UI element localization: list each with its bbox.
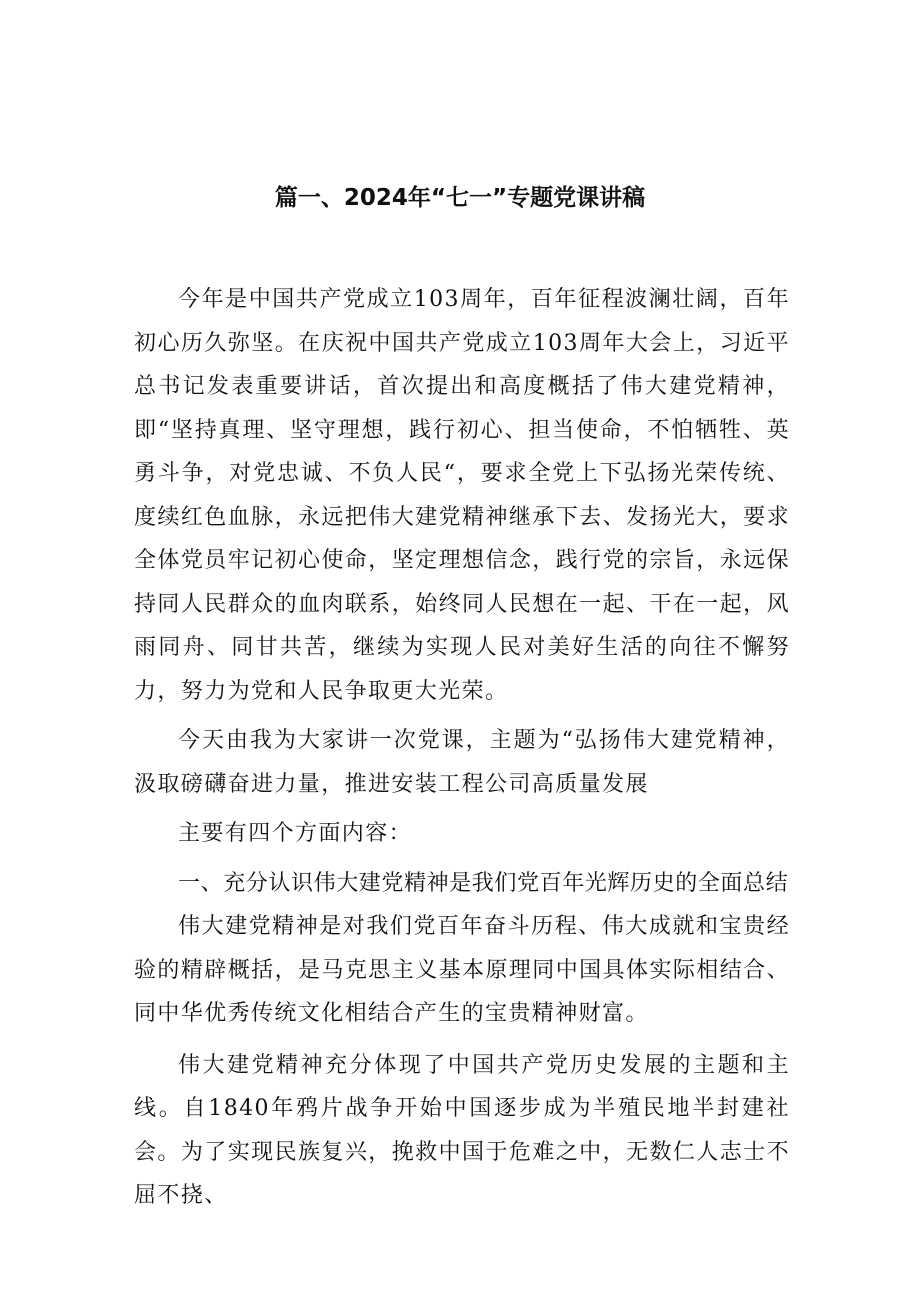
paragraph-intro: 今年是中国共产党成立103周年，百年征程波澜壮阔，百年初心历久弥坚。在庆祝中国共产党成立103周年大会上，习近平总书记发表重要讲话，首次提出和高度概括了伟大建党精神，即“坚持真理、坚守理想，践行初心、担当使命，不怕牺牲、英勇斗争，对党忠诚、不负人民“，要求全党上下弘扬光荣传统、度续红色血脉，永远把伟大建党精神继承下去、发扬光大，要求全体党员牢记初心使命，坚定理想信念，践行党的宗旨，永远保持同人民群众的血肉联系，始终同人民想在一起、干在一起，风雨同舟、同甘共苦，继续为实现人民对美好生活的向往不懈努力，努力为党和人民争取更大光荣。 [134,287,790,704]
paragraph-history: 伟大建党精神充分体现了中国共产党历史发展的主题和主线。自1840年鸦片战争开始中国逐步成为半殖民地半封建社会。为了实现民族复兴，挽救中国于危难之中，无数仁人志士不屈不挠、 [134,1052,790,1208]
paragraph-topic: 今天由我为大家讲一次党课，主题为“弘扬伟大建党精神，汲取磅礴奋进力量，推进安装工程公司高质量发展 [134,728,790,797]
paragraph-outline: 主要有四个方面内容： [178,821,413,846]
section-heading-1: 一、充分认识伟大建党精神是我们党百年光辉历史的全面总结 [178,870,789,896]
document-title: 篇一、2024年“七一”专题党课讲稿 [274,185,646,211]
paragraph-summary: 伟大建党精神是对我们党百年奋斗历程、伟大成就和宝贵经验的精辟概括，是马克思主义基本原理同中国具体实际相结合、同中华优秀传统文化相结合产生的宝贵精神财富。 [134,914,790,1026]
spacer [134,1036,790,1044]
document-body [134,278,790,1218]
